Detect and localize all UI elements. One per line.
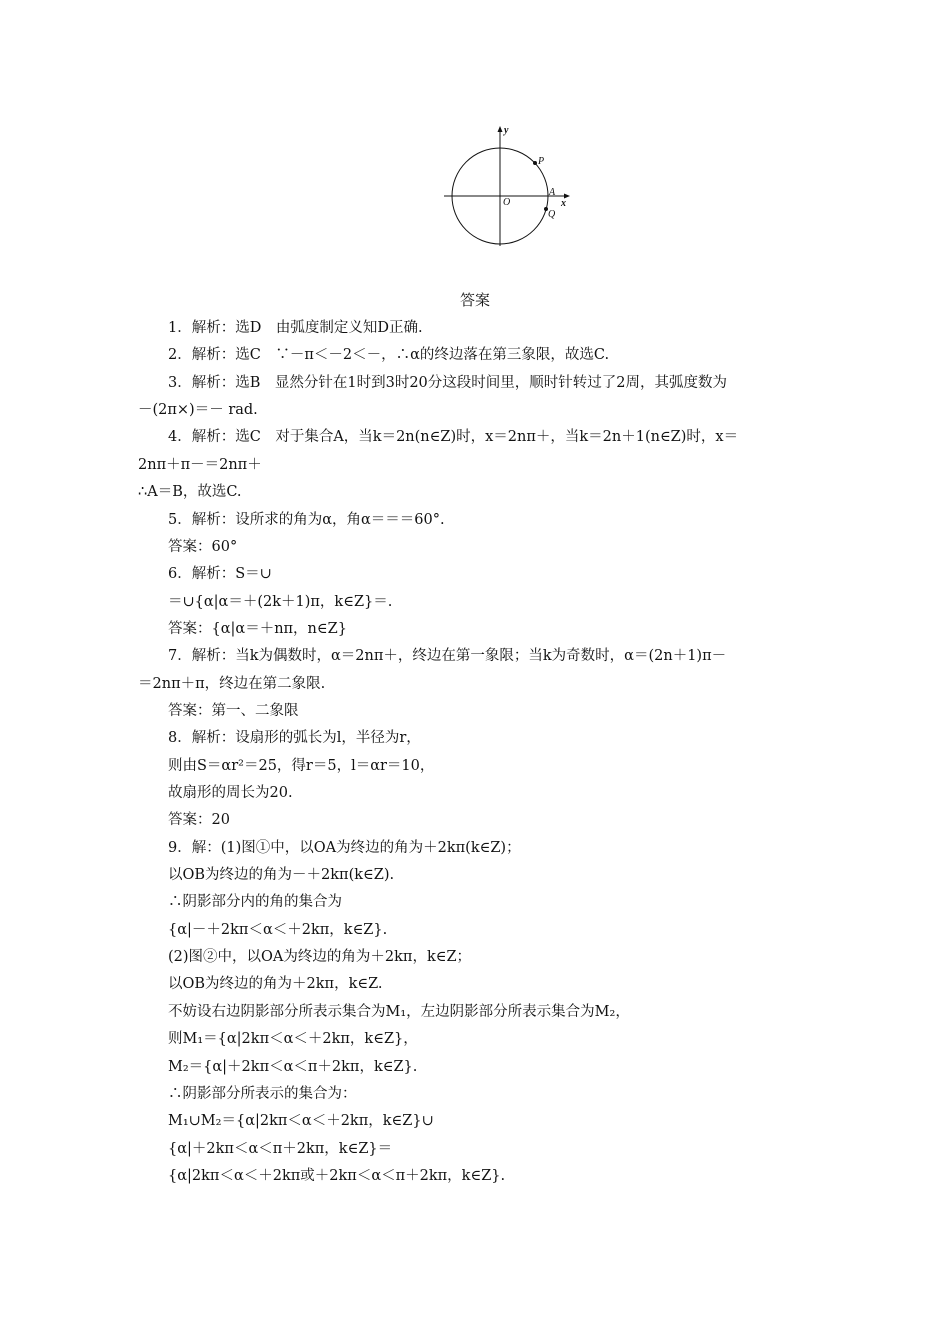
answer-line: 8．解析：设扇形的弧长为l，半径为r， xyxy=(168,730,421,747)
answer-line: M₂＝{α|＋2kπ＜α＜π＋2kπ，k∈Z}. xyxy=(168,1058,418,1075)
answer-line: －(2π×)＝－ rad. xyxy=(138,402,258,419)
answer-line: {α|＋2kπ＜α＜π＋2kπ，k∈Z}＝ xyxy=(168,1140,393,1157)
x-axis-label: x xyxy=(561,198,566,209)
point-p-label: P xyxy=(538,156,545,167)
answer-line: 6．解析：S＝∪ xyxy=(168,566,272,583)
origin-label: O xyxy=(503,197,511,208)
answer-line: 故扇形的周长为20. xyxy=(168,785,293,801)
answer-line: 不妨设右边阴影部分所表示集合为M₁，左边阴影部分所表示集合为M₂， xyxy=(168,1003,630,1020)
answer-line: 以OB为终边的角为－＋2kπ(k∈Z). xyxy=(168,867,395,883)
answer-line: M₁∪M₂＝{α|2kπ＜α＜＋2kπ，k∈Z}∪ xyxy=(168,1113,434,1130)
point-q-label: Q xyxy=(548,209,556,220)
answer-line: 则由S＝αr²＝25，得r＝5，l＝αr＝10， xyxy=(168,757,435,774)
point-a-label: A xyxy=(549,187,556,198)
answer-line: {α|－＋2kπ＜α＜＋2kπ，k∈Z}. xyxy=(168,921,388,938)
answer-line: 2nπ＋π－＝2nπ＋ xyxy=(138,456,262,473)
answer-line: ∴A＝B，故选C. xyxy=(138,484,242,501)
answer-line: ∴阴影部分内的角的集合为 xyxy=(168,894,342,911)
answer-line: 7．解析：当k为偶数时，α＝2nπ＋，终边在第一象限；当k为奇数时，α＝(2n＋1)π－ xyxy=(168,648,727,665)
answer-line: ∴阴影部分所表示的集合为： xyxy=(168,1085,357,1102)
answer-line: 答案：20 xyxy=(168,812,230,829)
answer-line: 4．解析：选C 对于集合A，当k＝2n(n∈Z)时，x＝2nπ＋，当k＝2n＋1(n∈Z)时，x＝ xyxy=(168,429,739,446)
answer-line: 答案：60° xyxy=(168,538,238,555)
unit-circle-figure xyxy=(430,118,580,250)
answer-line: (2)图②中，以OA为终边的角为＋2kπ，k∈Z； xyxy=(168,949,472,966)
answer-line: 答案：{α|α＝＋nπ，n∈Z} xyxy=(168,620,347,637)
answer-title: 答案 xyxy=(459,291,490,309)
answer-line: 1．解析：选D 由弧度制定义知D正确. xyxy=(168,320,423,336)
answer-line: ＝∪{α|α＝＋(2k＋1)π，k∈Z}＝. xyxy=(168,593,393,610)
y-axis-arrow xyxy=(498,126,503,132)
answer-line: 则M₁＝{α|2kπ＜α＜＋2kπ，k∈Z}， xyxy=(168,1031,418,1048)
answer-line: 3．解析：选B 显然分针在1时到3时20分这段时间里，顺时针转过了2周，其弧度数为 xyxy=(168,374,728,391)
y-axis-label: y xyxy=(504,125,509,136)
answer-line: {α|2kπ＜α＜＋2kπ或＋2kπ＜α＜π＋2kπ，k∈Z}. xyxy=(168,1167,506,1184)
answer-line: 2．解析：选C ∵－π＜－2＜－，∴α的终边落在第三象限，故选C. xyxy=(168,347,610,364)
point-p xyxy=(533,161,537,165)
answer-line: 9．解：(1)图①中，以OA为终边的角为＋2kπ(k∈Z)； xyxy=(168,839,521,856)
answer-line: 答案：第一、二象限 xyxy=(168,702,299,719)
answer-line: 5．解析：设所求的角为α，角α＝＝＝60°. xyxy=(168,511,445,528)
answer-line: 以OB为终边的角为＋2kπ，k∈Z. xyxy=(168,976,383,993)
answer-line: ＝2nπ＋π，终边在第二象限. xyxy=(138,675,326,692)
